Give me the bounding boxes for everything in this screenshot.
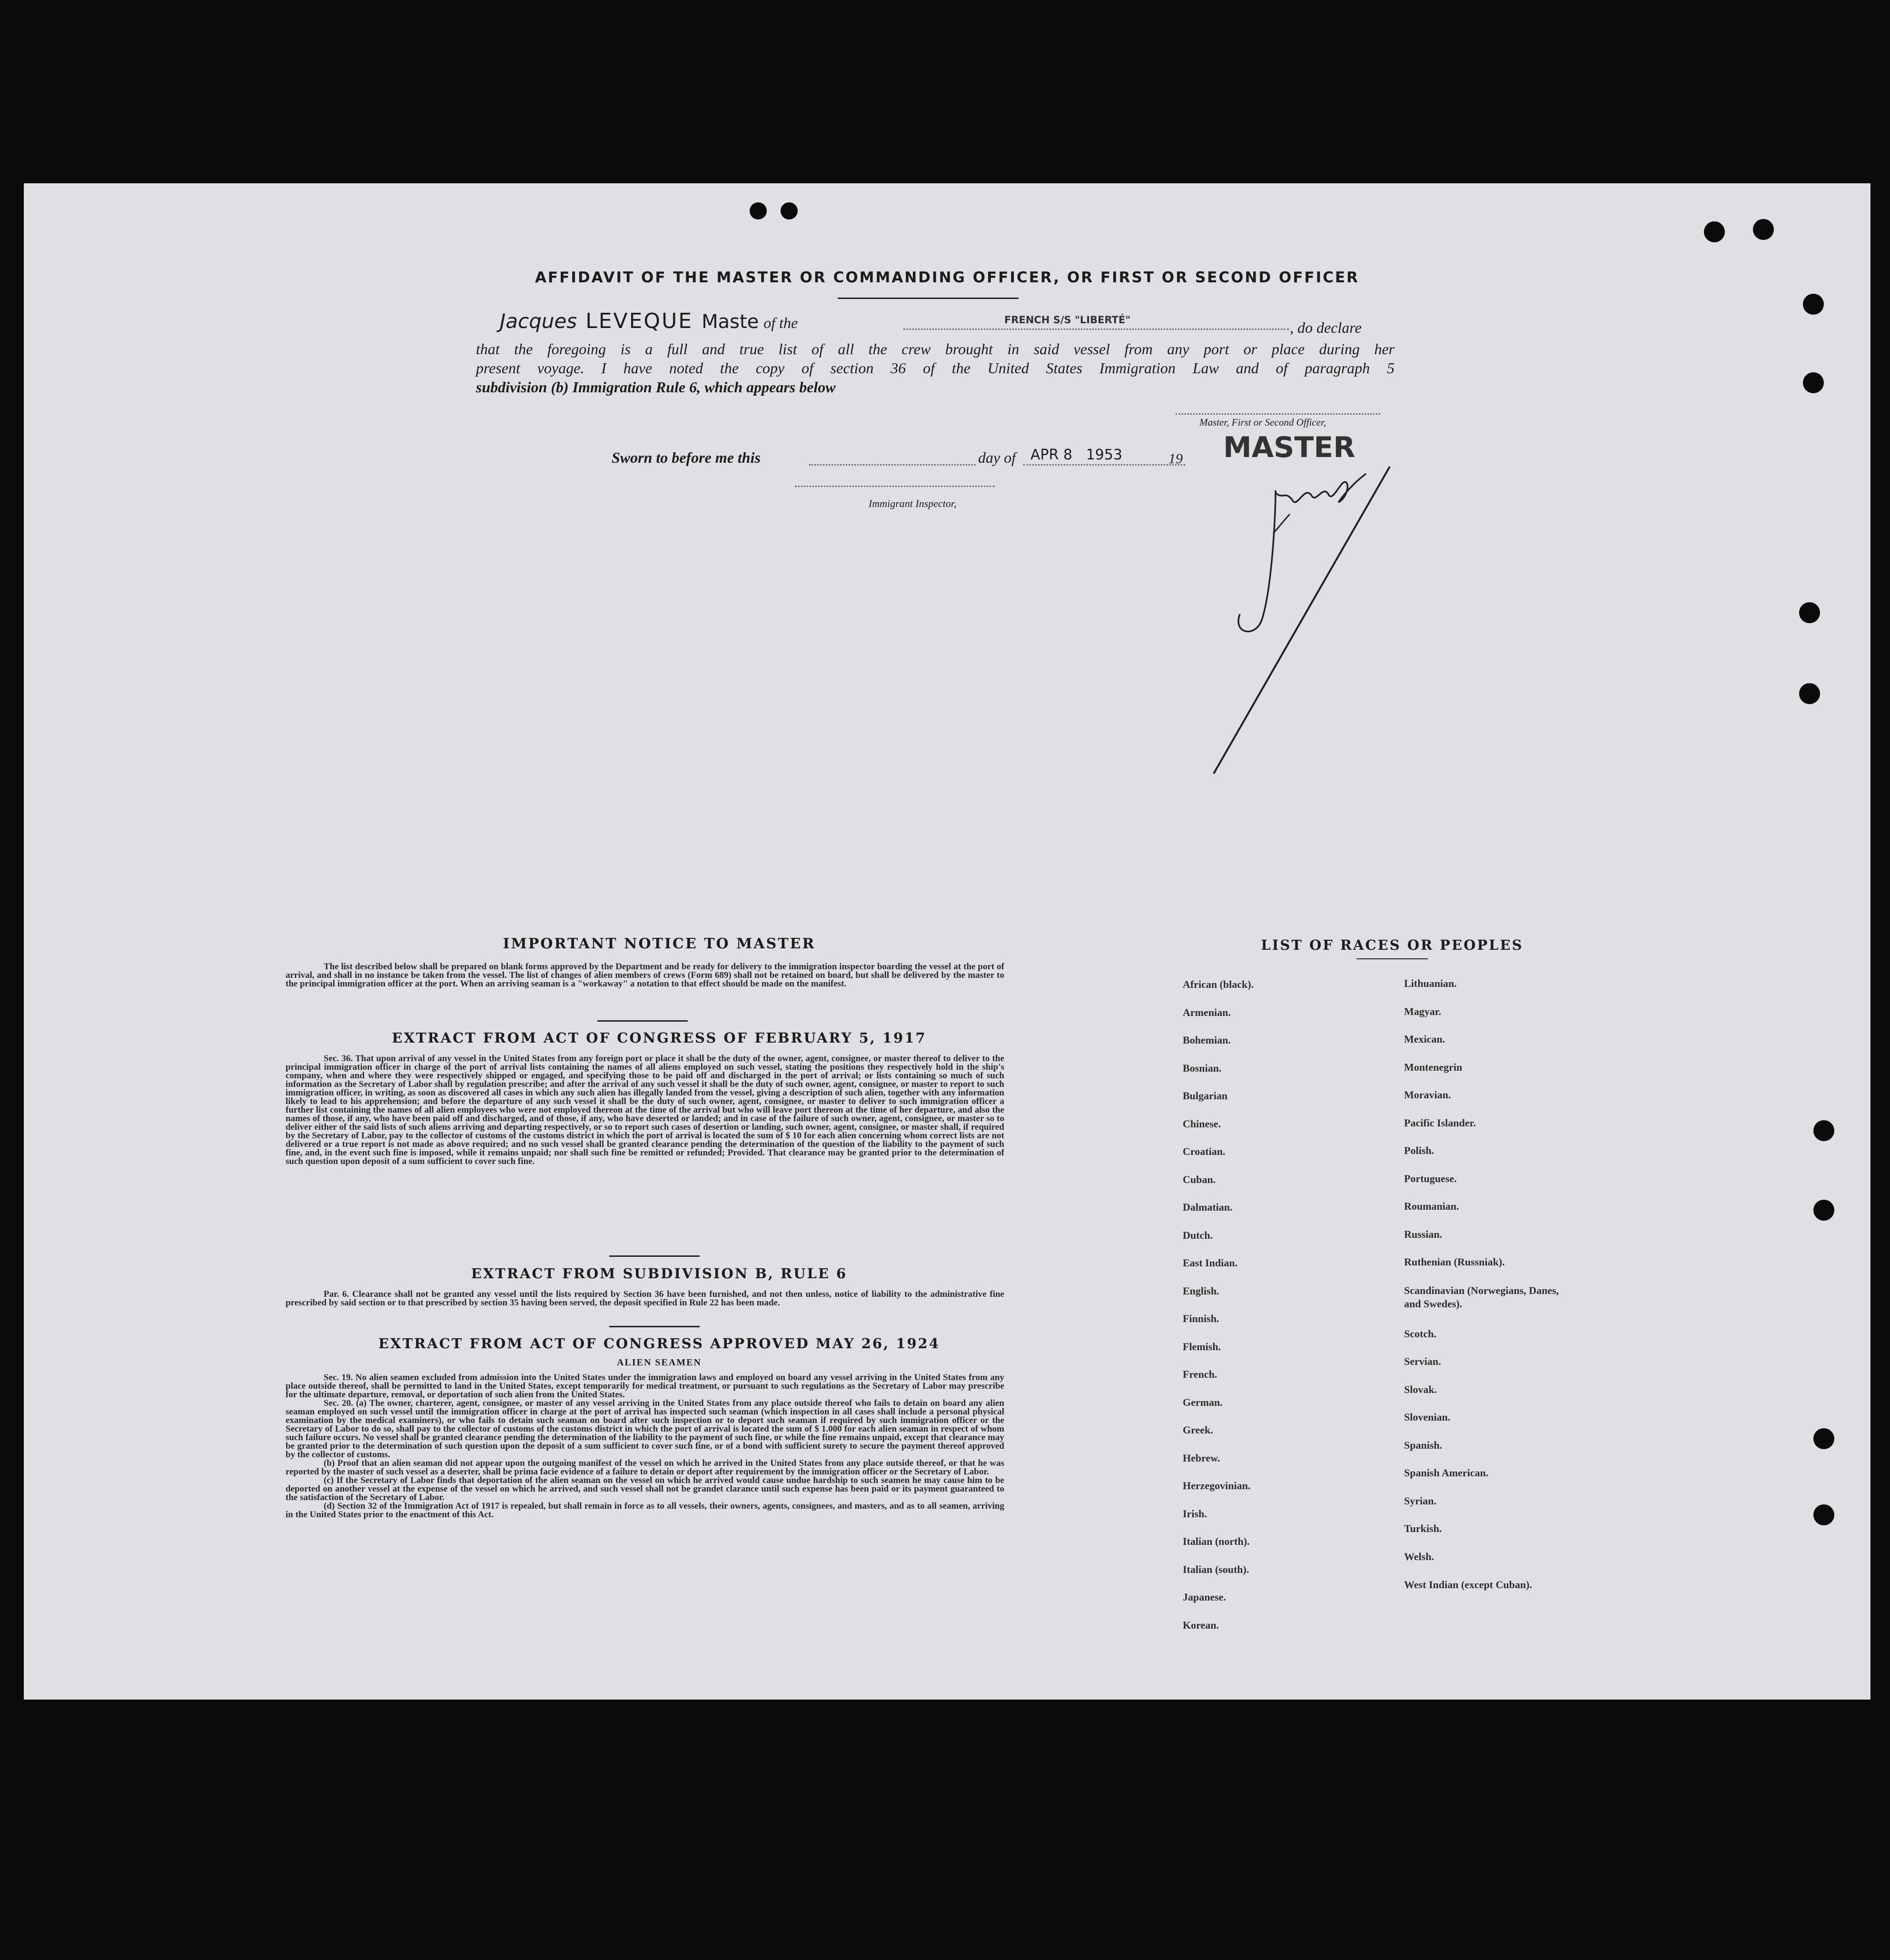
race-item: Korean. bbox=[1183, 1619, 1219, 1631]
race-item: Bohemian. bbox=[1183, 1034, 1231, 1046]
races-divider bbox=[1356, 958, 1428, 959]
section-20a-text: Sec. 20. (a) The owner, charterer, agent, consignee, or master of any vessel arriving in the United States from any place outside thereof who fails to detain on board any alien seaman employed on such vessel until the immigration officer in charge at the port of arrival has inspected such seaman (which inspection in all cases shall include a personal physical examination by the medical examiners), or who fails to detain such seaman on board after such inspection or to deport such seaman if required by such immigration officer or the Secretary of Labor to do so, shall pay to the collector of customs of the customs district in which the port of arrival is located the sum of $ 1.000 for each alien seaman in respect of whom such failure occurs. No vessel shall be granted clearance pending the determination of the liability to the payment of such fine, or while the fine remains unpaid, except that clearance may be granted prior to the determination of such question upon the deposit of a sum sufficient to cover such fine, or of a bond with sufficient surety to secure the payment thereof approved by the collector of customs. bbox=[286, 1398, 1004, 1460]
notice-paragraph: The list described below shall be prepared on blank forms approved by the Department and be ready for delivery to the immigration inspector boarding the vessel at the port of arrival, and shall in no instance be taken from the vessel. The list of changes of alien members of crews (Form 689) shall not be retained on board, but shall be delivered by the master to the principal immigration officer at the port. When an arriving seaman is a "workaway" a notation to that effect should be made on the manifest. bbox=[286, 962, 1004, 989]
punch-hole bbox=[1799, 683, 1820, 704]
race-item: Slovak. bbox=[1404, 1383, 1437, 1395]
punch-hole bbox=[781, 202, 798, 219]
section-20d-text: (d) Section 32 of the Immigration Act of 1917 is repealed, but shall remain in force as to all vessels, their owners, agents, consignees, and masters, and as to all seamen, arriving in the United States prior to the enactment of this Act. bbox=[286, 1501, 1004, 1520]
punch-hole bbox=[1813, 1428, 1834, 1449]
master-title: Maste bbox=[702, 311, 759, 333]
race-item: Bulgarian bbox=[1183, 1090, 1228, 1102]
vessel-name: FRENCH S/S "LIBERTÉ" bbox=[1004, 314, 1131, 326]
sworn-day-blank bbox=[809, 464, 976, 466]
do-declare-label: , do declare bbox=[1290, 319, 1362, 336]
title-underline bbox=[838, 298, 1019, 299]
race-item: West Indian (except Cuban). bbox=[1404, 1579, 1532, 1591]
extract2-body bbox=[286, 1290, 1004, 1307]
inspector-caption: Immigrant Inspector, bbox=[869, 497, 957, 509]
section-20b-text: (b) Proof that an alien seaman did not appear upon the outgoing manifest of the vessel on which he arrived in the United States from any place outside thereof, or that he was reported by the master of such vessel as a deserter, shall be prima facie evidence of a failure to detain or deport after requirement by the immigration officer or the Secretary of Labor. bbox=[286, 1458, 1004, 1477]
master-name-typed: LEVEQUE bbox=[585, 309, 693, 333]
race-item: Greek. bbox=[1183, 1424, 1213, 1436]
extract2-title: EXTRACT FROM SUBDIVISION B, RULE 6 bbox=[471, 1265, 848, 1282]
extract1-title: EXTRACT FROM ACT OF CONGRESS OF FEBRUARY 5, 1917 bbox=[392, 1030, 927, 1046]
race-item: Bosnian. bbox=[1183, 1062, 1222, 1074]
notice-title: IMPORTANT NOTICE TO MASTER bbox=[503, 935, 816, 952]
punch-hole bbox=[1704, 221, 1725, 242]
extract3-title: EXTRACT FROM ACT OF CONGRESS APPROVED MAY 26, 1924 bbox=[378, 1335, 940, 1352]
declaration-line-2: that the foregoing is a full and true list of all the crew brought in said vessel from any port or place during her bbox=[476, 340, 1395, 358]
race-item: Montenegrin bbox=[1404, 1061, 1463, 1073]
alien-seamen-heading: ALIEN SEAMEN bbox=[617, 1357, 702, 1368]
race-item: Finnish. bbox=[1183, 1313, 1219, 1324]
race-item: Irish. bbox=[1183, 1507, 1207, 1520]
race-item: Croatian. bbox=[1183, 1145, 1226, 1157]
declaration-line-4: subdivision (b) Immigration Rule 6, which appears below bbox=[476, 378, 836, 396]
master-name-handwritten: Jacques bbox=[500, 309, 577, 333]
race-item: Turkish. bbox=[1404, 1522, 1442, 1534]
race-item: Dalmatian. bbox=[1183, 1201, 1233, 1213]
year-prefix: 19 bbox=[1168, 451, 1183, 467]
race-item: Flemish. bbox=[1183, 1340, 1221, 1353]
affidavit-title: AFFIDAVIT OF THE MASTER OR COMMANDING OFFICER, OR FIRST OR SECOND OFFICER bbox=[535, 269, 1359, 286]
sworn-label: Sworn to before me this bbox=[612, 449, 761, 466]
punch-hole bbox=[1813, 1504, 1834, 1525]
race-item: French. bbox=[1183, 1368, 1217, 1380]
race-item: Moravian. bbox=[1404, 1089, 1451, 1101]
extract1-divider bbox=[609, 1255, 700, 1257]
race-item: Mexican. bbox=[1404, 1033, 1445, 1045]
race-item: Roumanian. bbox=[1404, 1200, 1459, 1212]
punch-hole bbox=[1813, 1120, 1834, 1141]
punch-hole bbox=[750, 202, 767, 219]
race-item: Armenian. bbox=[1183, 1006, 1231, 1018]
extract3-body bbox=[286, 1373, 1004, 1519]
punch-hole bbox=[1803, 294, 1824, 315]
race-item: African (black). bbox=[1183, 978, 1254, 990]
races-right-column bbox=[1404, 977, 1575, 1622]
section-36-text: Sec. 36. That upon arrival of any vessel in the United States from any foreign port or place it shall be the duty of the owner, agent, consignee, or master thereof to deliver to the principal immigration officer in charge of the port of arrival lists containing the names of all aliens employed on such vessel, stating the positions they respectively hold in the ship's company, when and where they were respectively shipped or engaged, and specifying those to be paid off and discharged in the port of arrival; or lists containing so much of such information as the Secretary of Labor shall by regulation prescribe; and after the arrival of any such vessel it shall be the duty of such owner, agent, consignee, or master to report to such immigration officer, in writing, as soon as discovered all cases in which any such alien has illegally landed from the vessel, giving a description of such alien, together with any information likely to lead to his apprehension; and before the departure of any such vessel it shall be the duty of such owner, agent, consignee, or master to deliver to such immigration officer a further list containing the names of all alien employees who were not employed thereon at the time of the arrival but who will leave port thereon at the time of her departure, and also the names of those, if any, who have been paid off and discharged, and of those, if any, who have deserted or landed; and in case of the failure of such owner, agent, consignee, or master so to deliver either of the said lists of such aliens arriving and departing respectively, or so to report such cases of desertion or landing, such owner, agent, consignee, or master shall, if required by the Secretary of Labor, pay to the collector of customs of the customs district in which the port of arrival is located the sum of $ 10 for each alien concerning whom correct lists are not delivered or a true report is not made as above required; and no such vessel shall be granted clearance pending the determination of the question of the liability to the payment of such fine, and, in the event such fine is imposed, while it remains unpaid; nor shall such fine be remitted or refunded; Provided. That clearance may be granted prior to the determination of such question upon deposit of a sum sufficient to cover such fine. bbox=[286, 1054, 1004, 1166]
declaration-line bbox=[500, 309, 1395, 338]
races-left-column bbox=[1183, 978, 1387, 1647]
race-item: Ruthenian (Russniak). bbox=[1404, 1256, 1505, 1268]
race-item: Spanish. bbox=[1404, 1439, 1443, 1451]
paragraph-6-text: Par. 6. Clearance shall not be granted any vessel until the lists required by Section 36 have been furnished, and not then unless, notice of liability to the administrative fine prescribed by said section or to that prescribed by section 35 having been served, the deposit specified in Rule 22 has been made. bbox=[286, 1289, 1004, 1308]
notice-body bbox=[286, 963, 1004, 988]
date-stamp: APR 8 1953 bbox=[1030, 447, 1123, 463]
race-item: Polish. bbox=[1404, 1144, 1434, 1156]
punch-hole bbox=[1813, 1200, 1834, 1221]
race-item: English. bbox=[1183, 1284, 1219, 1297]
race-item: Portuguese. bbox=[1404, 1172, 1457, 1184]
race-item: Pacific Islander. bbox=[1404, 1116, 1476, 1129]
race-item: Cuban. bbox=[1183, 1173, 1216, 1185]
race-item: Hebrew. bbox=[1183, 1452, 1220, 1464]
punch-hole bbox=[1799, 602, 1820, 623]
section-20c-text: (c) If the Secretary of Labor finds that deportation of the alien seaman on the vessel on which he arrived would cause undue hardship to such seamen he may cause him to be deported on another vessel at the expense of the vessel on which he arrived, and such vessel shall not be grandet clarance until such expense has been paid or its payment guaranteed to the satisfaction of the Secretary of Labor. bbox=[286, 1475, 1004, 1502]
race-item: Dutch. bbox=[1183, 1229, 1213, 1241]
extract1-body bbox=[286, 1055, 1004, 1166]
races-title: LIST OF RACES OR PEOPLES bbox=[1261, 937, 1524, 953]
race-item: Syrian. bbox=[1404, 1494, 1436, 1507]
day-of-label: day of bbox=[978, 449, 1016, 466]
race-item: Spanish American. bbox=[1404, 1467, 1489, 1479]
race-item: Chinese. bbox=[1183, 1117, 1221, 1130]
race-item: Lithuanian. bbox=[1404, 977, 1457, 989]
sworn-month-blank bbox=[1023, 464, 1185, 466]
race-item: Scotch. bbox=[1404, 1327, 1436, 1340]
race-item: Japanese. bbox=[1183, 1591, 1227, 1603]
notice-divider bbox=[597, 1020, 688, 1022]
extract2-divider bbox=[609, 1326, 700, 1327]
race-item: Herzegovinian. bbox=[1183, 1480, 1251, 1492]
race-item: Slovenian. bbox=[1404, 1411, 1451, 1423]
officer-caption: Master, First or Second Officer, bbox=[1199, 417, 1326, 428]
declaration-line-3: present voyage. I have noted the copy of section 36 of the United States Immigration Law and of paragraph 5 bbox=[476, 359, 1395, 377]
race-item: Magyar. bbox=[1404, 1005, 1442, 1017]
officer-signature-line bbox=[1176, 413, 1380, 415]
handwritten-signature bbox=[1204, 457, 1404, 781]
race-item: Servian. bbox=[1404, 1355, 1441, 1367]
vessel-blank bbox=[903, 328, 1289, 330]
punch-hole bbox=[1803, 372, 1824, 393]
race-item: Italian (south). bbox=[1183, 1563, 1249, 1575]
of-the-label: of the bbox=[763, 314, 798, 331]
race-item: Italian (north). bbox=[1183, 1535, 1250, 1547]
race-item: German. bbox=[1183, 1396, 1223, 1408]
master-stamp: MASTER bbox=[1223, 431, 1356, 464]
document-page bbox=[24, 183, 1870, 1700]
race-item: East Indian. bbox=[1183, 1257, 1237, 1269]
punch-hole bbox=[1753, 219, 1774, 240]
race-item: Russian. bbox=[1404, 1228, 1443, 1240]
inspector-signature-line bbox=[795, 486, 995, 487]
section-19-text: Sec. 19. No alien seamen excluded from admission into the United States under the immigration laws and employed on board any vessel arriving in the United States from any place outside thereof, shall be permitted to land in the United States, except temporarily for medical treatment, or pursuant to such regulations as the Secretary of Labor may prescribe for the ultimate departure, removal, or deportation of such alien from the United States. bbox=[286, 1373, 1004, 1400]
race-item: Welsh. bbox=[1404, 1550, 1434, 1562]
race-item: Scandinavian (Norwegians, Danes, and Swedes). bbox=[1404, 1284, 1559, 1310]
